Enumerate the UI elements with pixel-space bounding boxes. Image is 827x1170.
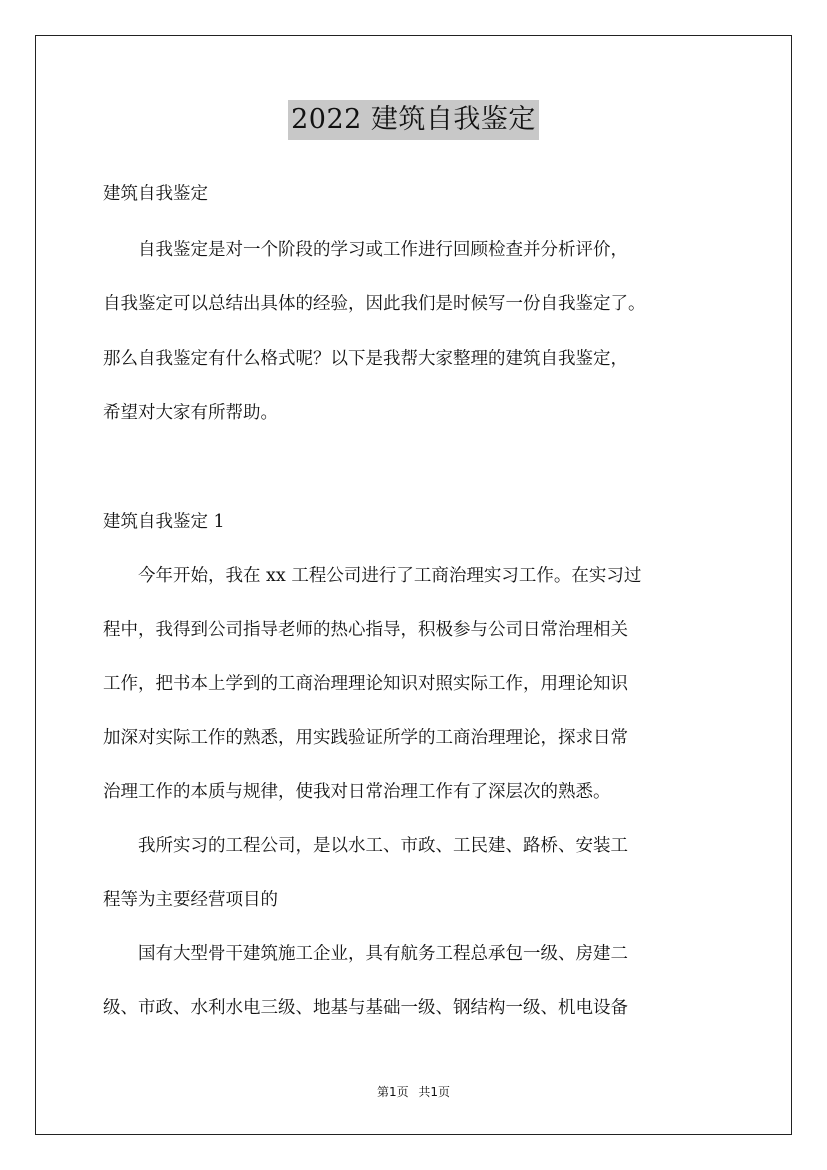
document-title: 2022 建筑自我鉴定 [288, 100, 539, 140]
body-line: 我所实习的工程公司，是以水工、市政、工民建、路桥、安装工 [103, 836, 628, 856]
page-total: 共1页 [418, 1085, 451, 1099]
page-footer [0, 1083, 827, 1100]
body-line: 工作，把书本上学到的工商治理理论知识对照实际工作，用理论知识 [103, 674, 628, 694]
intro-line: 希望对大家有所帮助。 [103, 403, 278, 423]
title-container [0, 100, 827, 140]
body-line: 加深对实际工作的熟悉，用实践验证所学的工商治理理论，探求日常 [103, 728, 628, 748]
body-line: 程中，我得到公司指导老师的热心指导，积极参与公司日常治理相关 [103, 620, 628, 640]
section-heading: 建筑自我鉴定 [103, 184, 208, 204]
intro-line: 自我鉴定是对一个阶段的学习或工作进行回顾检查并分析评价， [103, 240, 628, 260]
body-line: 治理工作的本质与规律，使我对日常治理工作有了深层次的熟悉。 [103, 782, 611, 802]
section-heading: 建筑自我鉴定 1 [103, 512, 225, 532]
intro-line: 那么自我鉴定有什么格式呢？以下是我帮大家整理的建筑自我鉴定， [103, 349, 628, 369]
body-line: 程等为主要经营项目的 [103, 890, 278, 910]
body-line: 国有大型骨干建筑施工企业，具有航务工程总承包一级、房建二 [103, 944, 628, 964]
body-line: 今年开始，我在 xx 工程公司进行了工商治理实习工作。在实习过 [103, 566, 642, 586]
body-line: 级、市政、水利水电三级、地基与基础一级、钢结构一级、机电设备 [103, 998, 628, 1018]
intro-line: 自我鉴定可以总结出具体的经验，因此我们是时候写一份自我鉴定了。 [103, 294, 646, 314]
page-number: 第1页 [376, 1085, 409, 1099]
